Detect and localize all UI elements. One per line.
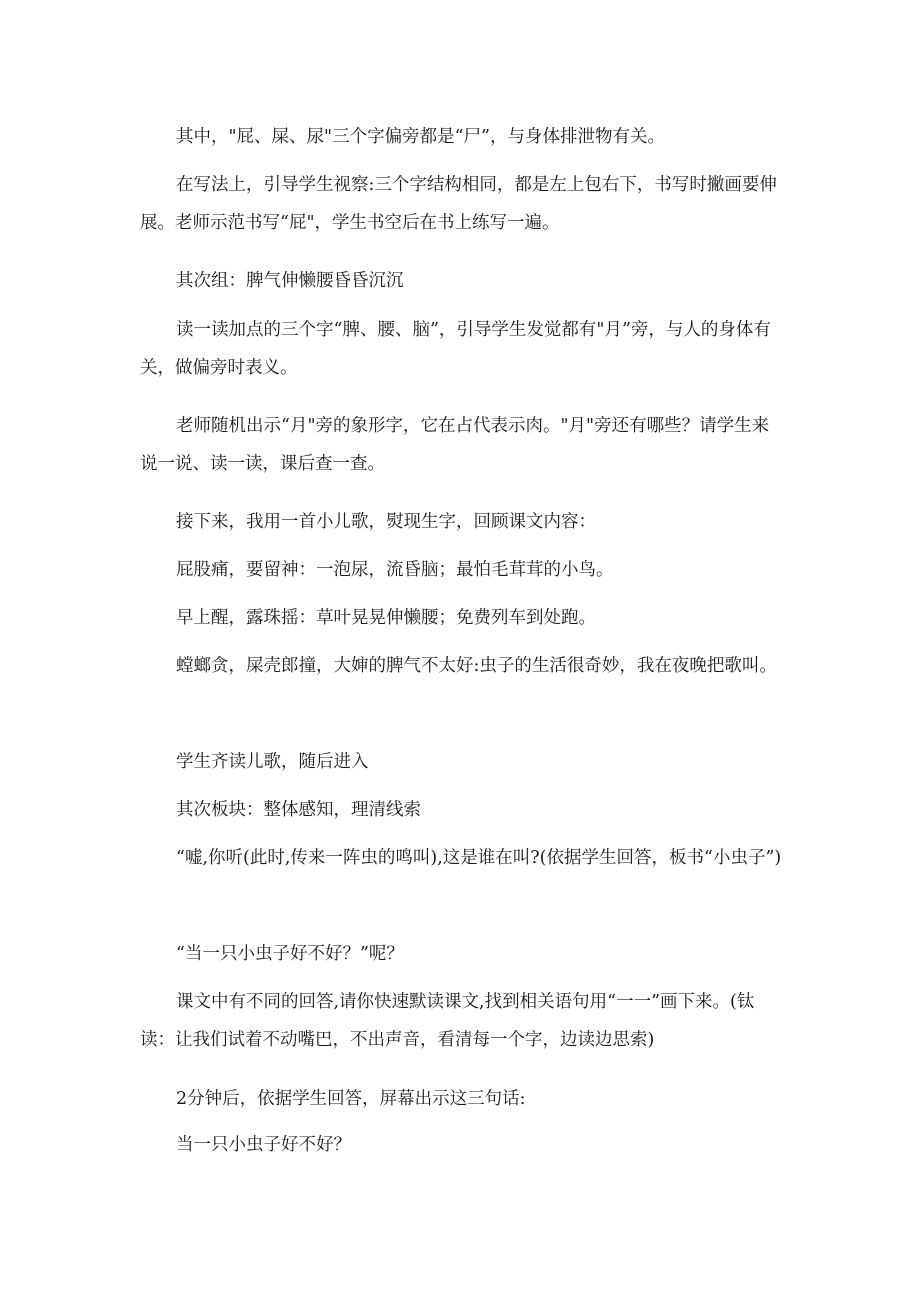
paragraph-text: 课文中有不同的回答,请你快速默读课文,找到相关语句用“一一”画下来。(钛读：让我们试着不动嘴巴，不出声音，看清每一个字，边读边思索) xyxy=(140,992,755,1050)
paragraph-7 xyxy=(140,551,786,589)
paragraph-14 xyxy=(140,983,786,1059)
paragraph-text: 接下来，我用一首小儿歌，熨现生字，回顾课文内容： xyxy=(176,512,596,532)
paragraph-text: 其次板块：整体感知，理清线索 xyxy=(176,800,421,820)
paragraph-11 xyxy=(140,791,786,829)
paragraph-text: 早上醒，露珠摇：草叶晃晃伸懒腰；免费列车到处跑。 xyxy=(176,608,596,628)
paragraph-6 xyxy=(140,503,786,541)
paragraph-16 xyxy=(140,1126,786,1164)
paragraph-3 xyxy=(140,262,786,300)
paragraph-text: 其中，"屁、屎、尿"三个字偏旁都是“尸”，与身体排泄物有关。 xyxy=(176,127,665,147)
paragraph-text: 当一只小虫子好不好？ xyxy=(176,1135,351,1155)
paragraph-2 xyxy=(140,166,786,242)
paragraph-15 xyxy=(140,1080,786,1118)
paragraph-text: 学生齐读儿歌，随后进入 xyxy=(176,752,369,772)
paragraph-1 xyxy=(140,118,786,156)
paragraph-text: 在写法上，引导学生视察:三个字结构相同，都是左上包右下，书写时撇画要伸展。老师示范书写“屁"，学生书空后在书上练写一遍。 xyxy=(140,175,777,233)
paragraph-8 xyxy=(140,599,786,637)
paragraph-5 xyxy=(140,407,786,483)
paragraph-text: “当一只小虫子好不好？”呢？ xyxy=(176,944,404,964)
paragraph-9 xyxy=(140,647,786,685)
paragraph-text: 螳螂贪，屎壳郎撞，大婶的脾气不太好:虫子的生活很奇妙，我在夜晚把歌叫。 xyxy=(176,656,777,676)
paragraph-text: 屁股痛，要留神：一泡尿，流昏脑；最怕毛茸茸的小鸟。 xyxy=(176,560,614,580)
paragraph-text: “嘘,你听(此时,传来一阵虫的鸣叫),这是谁在叫?(依据学生回答，板书“小虫子”) xyxy=(176,848,782,868)
paragraph-12 xyxy=(140,839,786,877)
paragraph-4 xyxy=(140,311,786,387)
paragraph-10 xyxy=(140,743,786,781)
paragraph-text: 其次组：脾气伸懒腰昏昏沉沉 xyxy=(176,271,404,291)
paragraph-text: 读一读加点的三个字“脾、腰、脑”，引导学生发觉都有"月”旁，与人的身体有关，做偏旁时表义。 xyxy=(140,320,771,378)
paragraph-13 xyxy=(140,935,786,973)
paragraph-text: 2分钟后，依据学生回答，屏幕出示这三句话: xyxy=(176,1089,526,1109)
paragraph-text: 老师随机出示“月"旁的象形字，它在占代表示肉。"月"旁还有哪些？请学生来说一说、读一读，课后查一查。 xyxy=(140,416,770,474)
